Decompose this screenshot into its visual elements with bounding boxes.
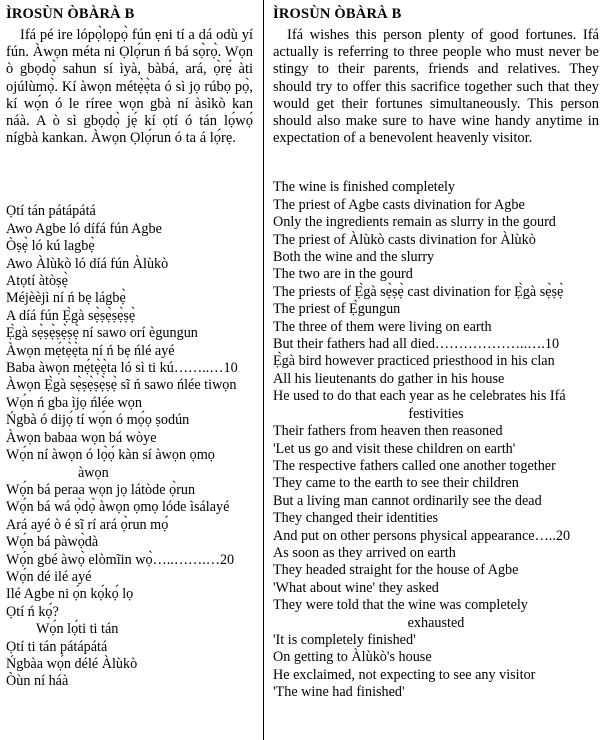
verse-line: Awo Àlùkò ló díá fún Àlùkò <box>6 255 169 272</box>
verse-line: Wọ́n gbé àwọ̀ elòmĩin wọ̀…..…….…20 <box>6 551 235 568</box>
verse-line: Awo Agbe ló dífá fún Agbe <box>6 220 162 237</box>
translation-line: The priest of Ẹ̀gungun <box>273 301 401 318</box>
verse-line: Òṣẹ̀ ló kú lagbẹ̀ <box>6 238 95 255</box>
translation-line: And put on other persons physical appearance…..20 <box>273 527 571 544</box>
translation-line: The respective fathers called one another together <box>273 457 556 474</box>
verse-line: Wọ́n bá peraa wọn jọ látòde ọ̀run <box>6 481 196 498</box>
verse-line: Ilé Agbe ni ọ́n kọ́kọ́ lọ <box>6 586 134 603</box>
left-column-spacer <box>6 147 253 203</box>
verse-line: Ńgbàa wọ́n délé Àlùkò <box>6 655 138 672</box>
left-column-verse <box>6 203 253 690</box>
verse-line-continuation: àwọn <box>78 464 109 481</box>
verse-line: Ọtí ń kọ́? <box>6 603 59 620</box>
translation-line: The wine is finished completely <box>273 179 456 196</box>
translation-line: 'The wine had finished' <box>273 684 405 701</box>
translation-line-continuation: exhausted <box>407 614 465 631</box>
translation-line: He exclaimed, not expecting to see any visitor <box>273 666 536 683</box>
verse-line: Atọtí àtòṣẹ̀ <box>6 273 68 290</box>
translation-line: They changed their identities <box>273 510 439 527</box>
verse-line: Àwọn babaa wọn bá wòye <box>6 429 157 446</box>
translation-line: Ẹ̀gà bird however practiced priesthood in his clan <box>273 353 555 370</box>
verse-line: Wọ́n ní àwọn ó lọ̀ọ́ kàn sí àwọn ọmọ <box>6 447 215 464</box>
translation-line: The priest of Àlùkò casts divination for Àlùkò <box>273 231 536 248</box>
verse-line: Òùn ní háà <box>6 673 69 690</box>
left-column <box>0 0 263 740</box>
translation-line: On getting to Àlùkò's house <box>273 649 432 666</box>
right-column-translation <box>273 179 599 701</box>
translation-line: The priest of Agbe casts divination for Agbe <box>273 196 525 213</box>
left-column-paragraph: Ifá pé ire lópọ̀lọpọ̀ fún ẹni tí a dá odù yí fún. Àwọn méta ni Ọlọ́run ń bá sọ̀rọ̀. Wọn ò gbọdọ̀ sahun sí ìyà, bàbá, ará, ọ̀rẹ́ àti ojúlùmọ̀. Kí àwọn métẹ̀ẹ̀ta ó sì jọ rúbọ pọ̀, kí wọ́n ó le ríree wọn gbà ní àsìkò kan náà. A ò sì gbọdọ̀ jẹ́ kí ọtí ó tán lọ́wọ́ nígbà kankan. Àwọn Ọlọ́run ó ta á lọ́rẹ. <box>6 27 253 147</box>
translation-line: The two are in the gourd <box>273 266 413 283</box>
verse-line: Ńgbà ó dijọ́ tí wọ́n ó mọ́ọ ṣodún <box>6 412 190 429</box>
translation-line: As soon as they arrived on earth <box>273 544 456 561</box>
translation-line: 'It is completely finished' <box>273 631 416 648</box>
verse-line: Wọ́n dé ilé ayé <box>6 568 92 585</box>
verse-line: Àwọn Ẹ̀gà sẹ̀ṣẹ̀ṣẹ̀ṣẹ̀ sĩ ń sawo ńlée tiwọn <box>6 377 237 394</box>
translation-line: All his lieutenants do gather in his house <box>273 370 505 387</box>
translation-line: They were told that the wine was completely <box>273 597 528 614</box>
translation-line-continuation: festivities <box>408 405 464 422</box>
verse-line: Wọ́n bá pàwọ̀dà <box>6 534 99 551</box>
translation-line: He used to do that each year as he celebrates his Ifá <box>273 388 566 405</box>
right-column-spacer <box>273 147 599 179</box>
translation-line: They headed straight for the house of Agbe <box>273 562 519 579</box>
right-column-paragraph: Ifá wishes this person plenty of good fortunes. Ifá actually is referring to three people who must never be stingy to their parents, friends and relatives. They should try to offer this sacrifice together such that they would get their fortunes simultaneously. This person should also make sure to have wine handy anytime in expectation of a benevolent heavenly visitor. <box>273 27 599 147</box>
verse-line: A díá fún Ẹ̀gà sẹ̀ṣẹ̀ṣẹ̀ṣẹ̀ <box>6 307 136 324</box>
translation-line: The three of them were living on earth <box>273 318 492 335</box>
verse-line: Wọ́n bá wá ọ̀dọ̀ àwọn ọmọ lóde ìsálayé <box>6 499 230 516</box>
translation-line: Their fathers from heaven then reasoned <box>273 423 503 440</box>
verse-line: Ọtí ti tán pátápátá <box>6 638 108 655</box>
verse-line: Ẹ̀gà sẹ̀ṣẹ̀ṣẹ̀ṣẹ̀ ní sawo orí ègungun <box>6 325 198 342</box>
translation-line: Only the ingredients remain as slurry in the gourd <box>273 214 556 231</box>
left-column-heading: ÌROSÙN ÒBÀRÀ B <box>6 6 135 22</box>
verse-line: Ará ayé ò é sĩ rí ará ọ̀run mọ́ <box>6 516 169 533</box>
right-column-heading: ÌROSÙN ÒBÀRÀ B <box>273 6 402 22</box>
column-divider <box>263 0 264 740</box>
translation-line: But a living man cannot ordinarily see the dead <box>273 492 542 509</box>
verse-line: Méjèèjì ní ń bẹ lágbẹ̀ <box>6 290 126 307</box>
translation-line: Both the wine and the slurry <box>273 249 435 266</box>
verse-line: Wọ́n lọ́ti ti tán <box>36 621 119 638</box>
translation-line: 'What about wine' they asked <box>273 579 439 596</box>
verse-line: Wọ́n ń gba ìjọ ńlée wọn <box>6 394 142 411</box>
right-column <box>263 0 607 740</box>
verse-line: Baba àwọn mẹ́tẹ̀ẹ̀ta ló sì ti kú……..…10 <box>6 360 238 377</box>
translation-line: The priests of Ẹ̀gà sẹ̀ṣẹ̀ cast divination for Ẹ̀gà sẹ̀ṣẹ̀ <box>273 283 564 300</box>
verse-line: Ọtí tán pátápátá <box>6 203 96 220</box>
translation-line: 'Let us go and visit these children on earth' <box>273 440 516 457</box>
translation-line: They came to the earth to see their children <box>273 475 519 492</box>
verse-line: Àwọn mẹ́tẹ̀ẹ̀ta ní ń bẹ ńlé ayé <box>6 342 175 359</box>
translation-line: But their fathers had all died………………..….10 <box>273 336 560 353</box>
